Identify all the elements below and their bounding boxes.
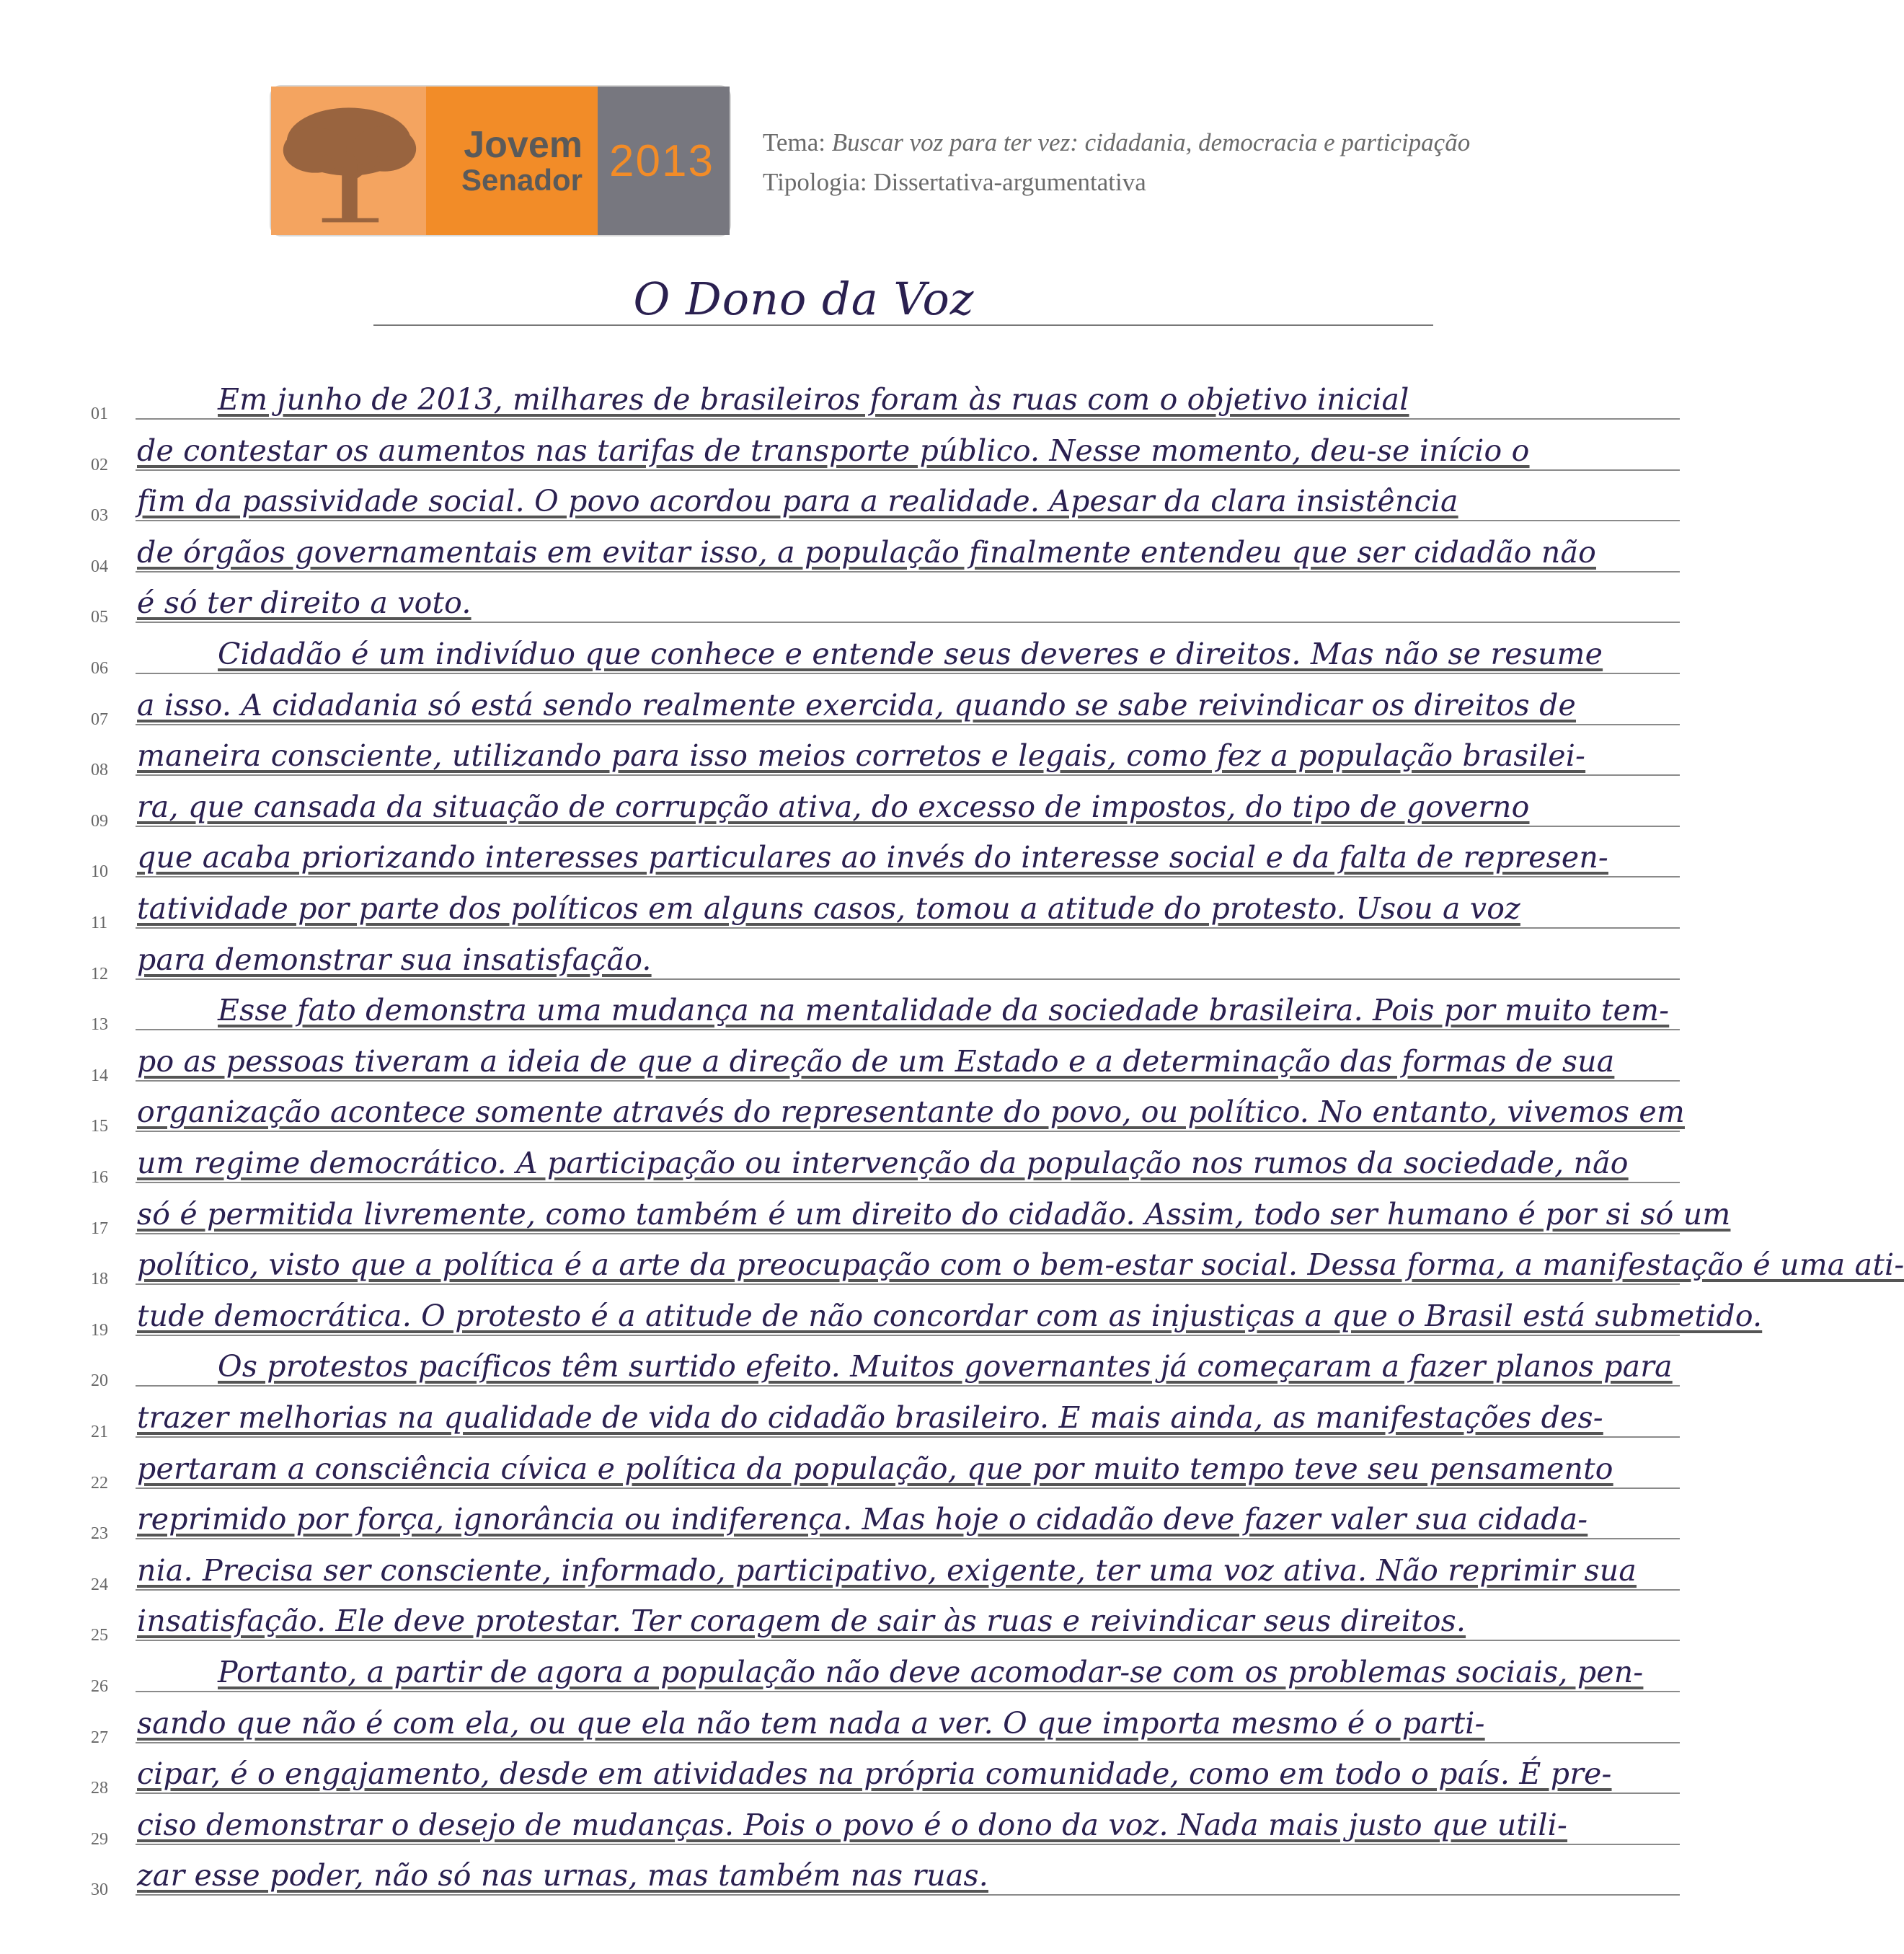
line-text: Em junho de 2013, milhares de brasileiros foram às ruas com o objetivo inicial xyxy=(218,382,1409,417)
line-number: 03 xyxy=(91,506,108,526)
line-rule xyxy=(136,978,1680,980)
line-number: 08 xyxy=(91,761,108,780)
essay-line xyxy=(0,425,1788,475)
line-text: insatisfação. Ele deve protestar. Ter coragem de sair às ruas e reivindicar seus direitos. xyxy=(137,1604,1466,1639)
line-number: 02 xyxy=(91,455,108,474)
essay-line xyxy=(0,1748,1788,1798)
line-text: Cidadão é um indivíduo que conhece e entende seus deveres e direitos. Mas não se resume xyxy=(218,637,1603,671)
line-text: é só ter direito a voto. xyxy=(137,585,471,621)
line-text: nia. Precisa ser consciente, informado, participativo, exigente, ter uma voz ativa. Não reprimir sua xyxy=(137,1552,1637,1588)
essay-line xyxy=(0,1799,1788,1849)
theme-label: Tema: xyxy=(763,128,832,156)
line-number: 30 xyxy=(91,1880,108,1900)
essay-line xyxy=(0,1188,1788,1239)
line-rule xyxy=(136,1691,1680,1692)
line-rule xyxy=(136,1894,1680,1896)
line-number: 01 xyxy=(91,404,108,423)
line-rule xyxy=(136,1792,1680,1794)
line-number: 25 xyxy=(91,1626,108,1645)
line-number: 18 xyxy=(91,1270,108,1289)
line-text: tude democrática. O protesto é a atitude de não concordar com as injustiças a que o Brasil está submetido. xyxy=(137,1298,1763,1333)
line-text: Os protestos pacíficos têm surtido efeito. Muitos governantes já começaram a fazer planos para xyxy=(218,1349,1673,1384)
line-text: a isso. A cidadania só está sendo realmente exercida, quando se sabe reivindicar os direitos de xyxy=(137,687,1577,722)
line-rule xyxy=(136,1080,1680,1082)
essay-line xyxy=(0,831,1788,882)
line-text: só é permitida livremente, como também é um direito do cidadão. Assim, todo ser humano é por si só um xyxy=(137,1196,1731,1232)
essay-line xyxy=(0,1392,1788,1442)
line-rule xyxy=(136,724,1680,725)
line-rule xyxy=(136,927,1680,929)
line-number: 15 xyxy=(91,1117,108,1136)
line-number: 26 xyxy=(91,1677,108,1696)
line-number: 11 xyxy=(91,914,108,932)
line-text: de contestar os aumentos nas tarifas de transporte público. Nesse momento, deu-se início o xyxy=(137,433,1530,468)
line-number: 07 xyxy=(91,709,108,729)
logo-year: 2013 xyxy=(609,136,714,186)
essay-line xyxy=(0,984,1788,1035)
line-rule xyxy=(136,1131,1680,1132)
line-number: 29 xyxy=(91,1829,108,1849)
line-text: Portanto, a partir de agora a população não deve acomodar-se com os problemas sociais, pen- xyxy=(218,1655,1644,1689)
line-rule xyxy=(136,1182,1680,1183)
line-text: político, visto que a política é a arte da preocupação com o bem-estar social. Dessa forma, a manifestação é uma ati- xyxy=(137,1247,1904,1283)
line-number: 09 xyxy=(91,811,108,831)
line-number: 05 xyxy=(91,608,108,627)
logo-name-line1: Jovem xyxy=(464,123,583,166)
line-number: 19 xyxy=(91,1320,108,1340)
line-rule xyxy=(136,1436,1680,1438)
essay-line xyxy=(0,781,1788,831)
tree-icon xyxy=(271,87,426,235)
logo-year-box xyxy=(595,87,730,235)
essay-line xyxy=(0,1595,1788,1645)
typology-line xyxy=(763,162,1470,202)
line-text: cipar, é o engajamento, desde em atividades na própria comunidade, como em todo o país. É pre- xyxy=(137,1756,1612,1792)
typology-label: Tipologia: xyxy=(763,168,874,196)
line-number: 28 xyxy=(91,1779,108,1798)
line-text: Esse fato demonstra uma mudança na mentalidade da sociedade brasileira. Pois por muito tem- xyxy=(218,993,1670,1028)
essay-title-wrap xyxy=(0,273,1788,325)
line-rule xyxy=(136,1487,1680,1489)
line-text: fim da passividade social. O povo acordou para a realidade. Apesar da clara insistência xyxy=(137,484,1458,519)
essay-line xyxy=(0,475,1788,526)
essay-line xyxy=(0,373,1788,424)
line-rule xyxy=(136,622,1680,623)
line-rule xyxy=(136,1640,1680,1641)
line-text: zar esse poder, não só nas urnas, mas também nas ruas. xyxy=(137,1858,988,1893)
essay-line xyxy=(0,1086,1788,1136)
essay-line xyxy=(0,883,1788,933)
line-rule xyxy=(136,673,1680,674)
essay-line xyxy=(0,1340,1788,1391)
line-text: sando que não é com ela, ou que ela não tem nada a ver. O que importa mesmo é o parti- xyxy=(137,1705,1485,1741)
line-rule xyxy=(136,418,1680,420)
essay-line xyxy=(0,1544,1788,1595)
essay-title: O Dono da Voz xyxy=(633,273,975,325)
essay-line xyxy=(0,1035,1788,1086)
line-rule xyxy=(136,1233,1680,1234)
line-text: tatividade por parte dos políticos em alguns casos, tomou a atitude do protesto. Usou a voz xyxy=(137,891,1520,926)
line-text: organização acontece somente através do representante do povo, ou político. No entanto, vivemos em xyxy=(137,1095,1685,1130)
theme-line xyxy=(763,123,1470,162)
line-number: 22 xyxy=(91,1473,108,1493)
essay-line xyxy=(0,1137,1788,1188)
line-number: 23 xyxy=(91,1524,108,1544)
line-number: 14 xyxy=(91,1066,108,1085)
line-text: de órgãos governamentais em evitar isso, a população finalmente entendeu que ser cidadão não xyxy=(137,534,1596,570)
line-rule xyxy=(136,1283,1680,1285)
line-rule xyxy=(136,520,1680,521)
line-number: 04 xyxy=(91,557,108,576)
line-rule xyxy=(136,571,1680,573)
line-number: 13 xyxy=(91,1015,108,1035)
essay-header xyxy=(763,123,1470,202)
line-number: 17 xyxy=(91,1219,108,1238)
line-number: 20 xyxy=(91,1371,108,1391)
logo-name xyxy=(426,87,595,235)
essay-line xyxy=(0,628,1788,678)
line-number: 06 xyxy=(91,659,108,678)
line-number: 16 xyxy=(91,1168,108,1187)
essay-line xyxy=(0,526,1788,577)
line-rule xyxy=(136,1029,1680,1030)
line-text: po as pessoas tiveram a ideia de que a direção de um Estado e a determinação das formas de sua xyxy=(137,1043,1615,1079)
line-text: trazer melhorias na qualidade de vida do cidadão brasileiro. E mais ainda, as manifestações des- xyxy=(137,1400,1603,1435)
essay-line xyxy=(0,1290,1788,1340)
line-text: maneira consciente, utilizando para isso meios corretos e legais, como fez a população brasilei- xyxy=(137,738,1586,774)
essay-line xyxy=(0,934,1788,984)
essay-line xyxy=(0,1443,1788,1493)
line-text: que acaba priorizando interesses particulares ao invés do interesse social e da falta de represen- xyxy=(137,840,1608,875)
line-rule xyxy=(136,774,1680,776)
line-number: 24 xyxy=(91,1575,108,1594)
essay-line xyxy=(0,1646,1788,1697)
line-text: reprimido por força, ignorância ou indiferença. Mas hoje o cidadão deve fazer valer sua cidada- xyxy=(137,1502,1588,1537)
line-text: ciso demonstrar o desejo de mudanças. Pois o povo é o dono da voz. Nada mais justo que utili- xyxy=(137,1807,1568,1842)
line-number: 27 xyxy=(91,1728,108,1747)
essay-line xyxy=(0,679,1788,730)
line-rule xyxy=(136,469,1680,471)
title-rule xyxy=(373,324,1433,326)
line-rule xyxy=(136,1538,1680,1539)
line-rule xyxy=(136,1335,1680,1336)
line-number: 10 xyxy=(91,862,108,882)
line-rule xyxy=(136,876,1680,877)
logo-name-line2: Senador xyxy=(461,163,583,198)
line-rule xyxy=(136,1844,1680,1845)
line-rule xyxy=(136,1589,1680,1591)
essay-line xyxy=(0,577,1788,627)
essay-line xyxy=(0,1697,1788,1748)
line-rule xyxy=(136,1385,1680,1387)
typology-text: Dissertativa-argumentativa xyxy=(873,168,1146,196)
line-text: para demonstrar sua insatisfação. xyxy=(137,942,652,977)
essay-line xyxy=(0,1493,1788,1544)
theme-text: Buscar voz para ter vez: cidadania, democracia e participação xyxy=(831,128,1471,156)
line-text: um regime democrático. A participação ou intervenção da população nos rumos da sociedade, não xyxy=(137,1146,1629,1180)
essay-line xyxy=(0,730,1788,780)
line-text: ra, que cansada da situação de corrupção ativa, do excesso de impostos, do tipo de governo xyxy=(137,789,1530,824)
line-rule xyxy=(136,826,1680,827)
essay-line xyxy=(0,1849,1788,1900)
line-rule xyxy=(136,1742,1680,1743)
line-text: pertaram a consciência cívica e política da população, que por muito tempo teve seu pensamento xyxy=(137,1451,1613,1486)
essay-line xyxy=(0,1239,1904,1289)
line-number: 21 xyxy=(91,1423,108,1441)
jovem-senador-logo xyxy=(270,85,731,236)
line-number: 12 xyxy=(91,964,108,983)
